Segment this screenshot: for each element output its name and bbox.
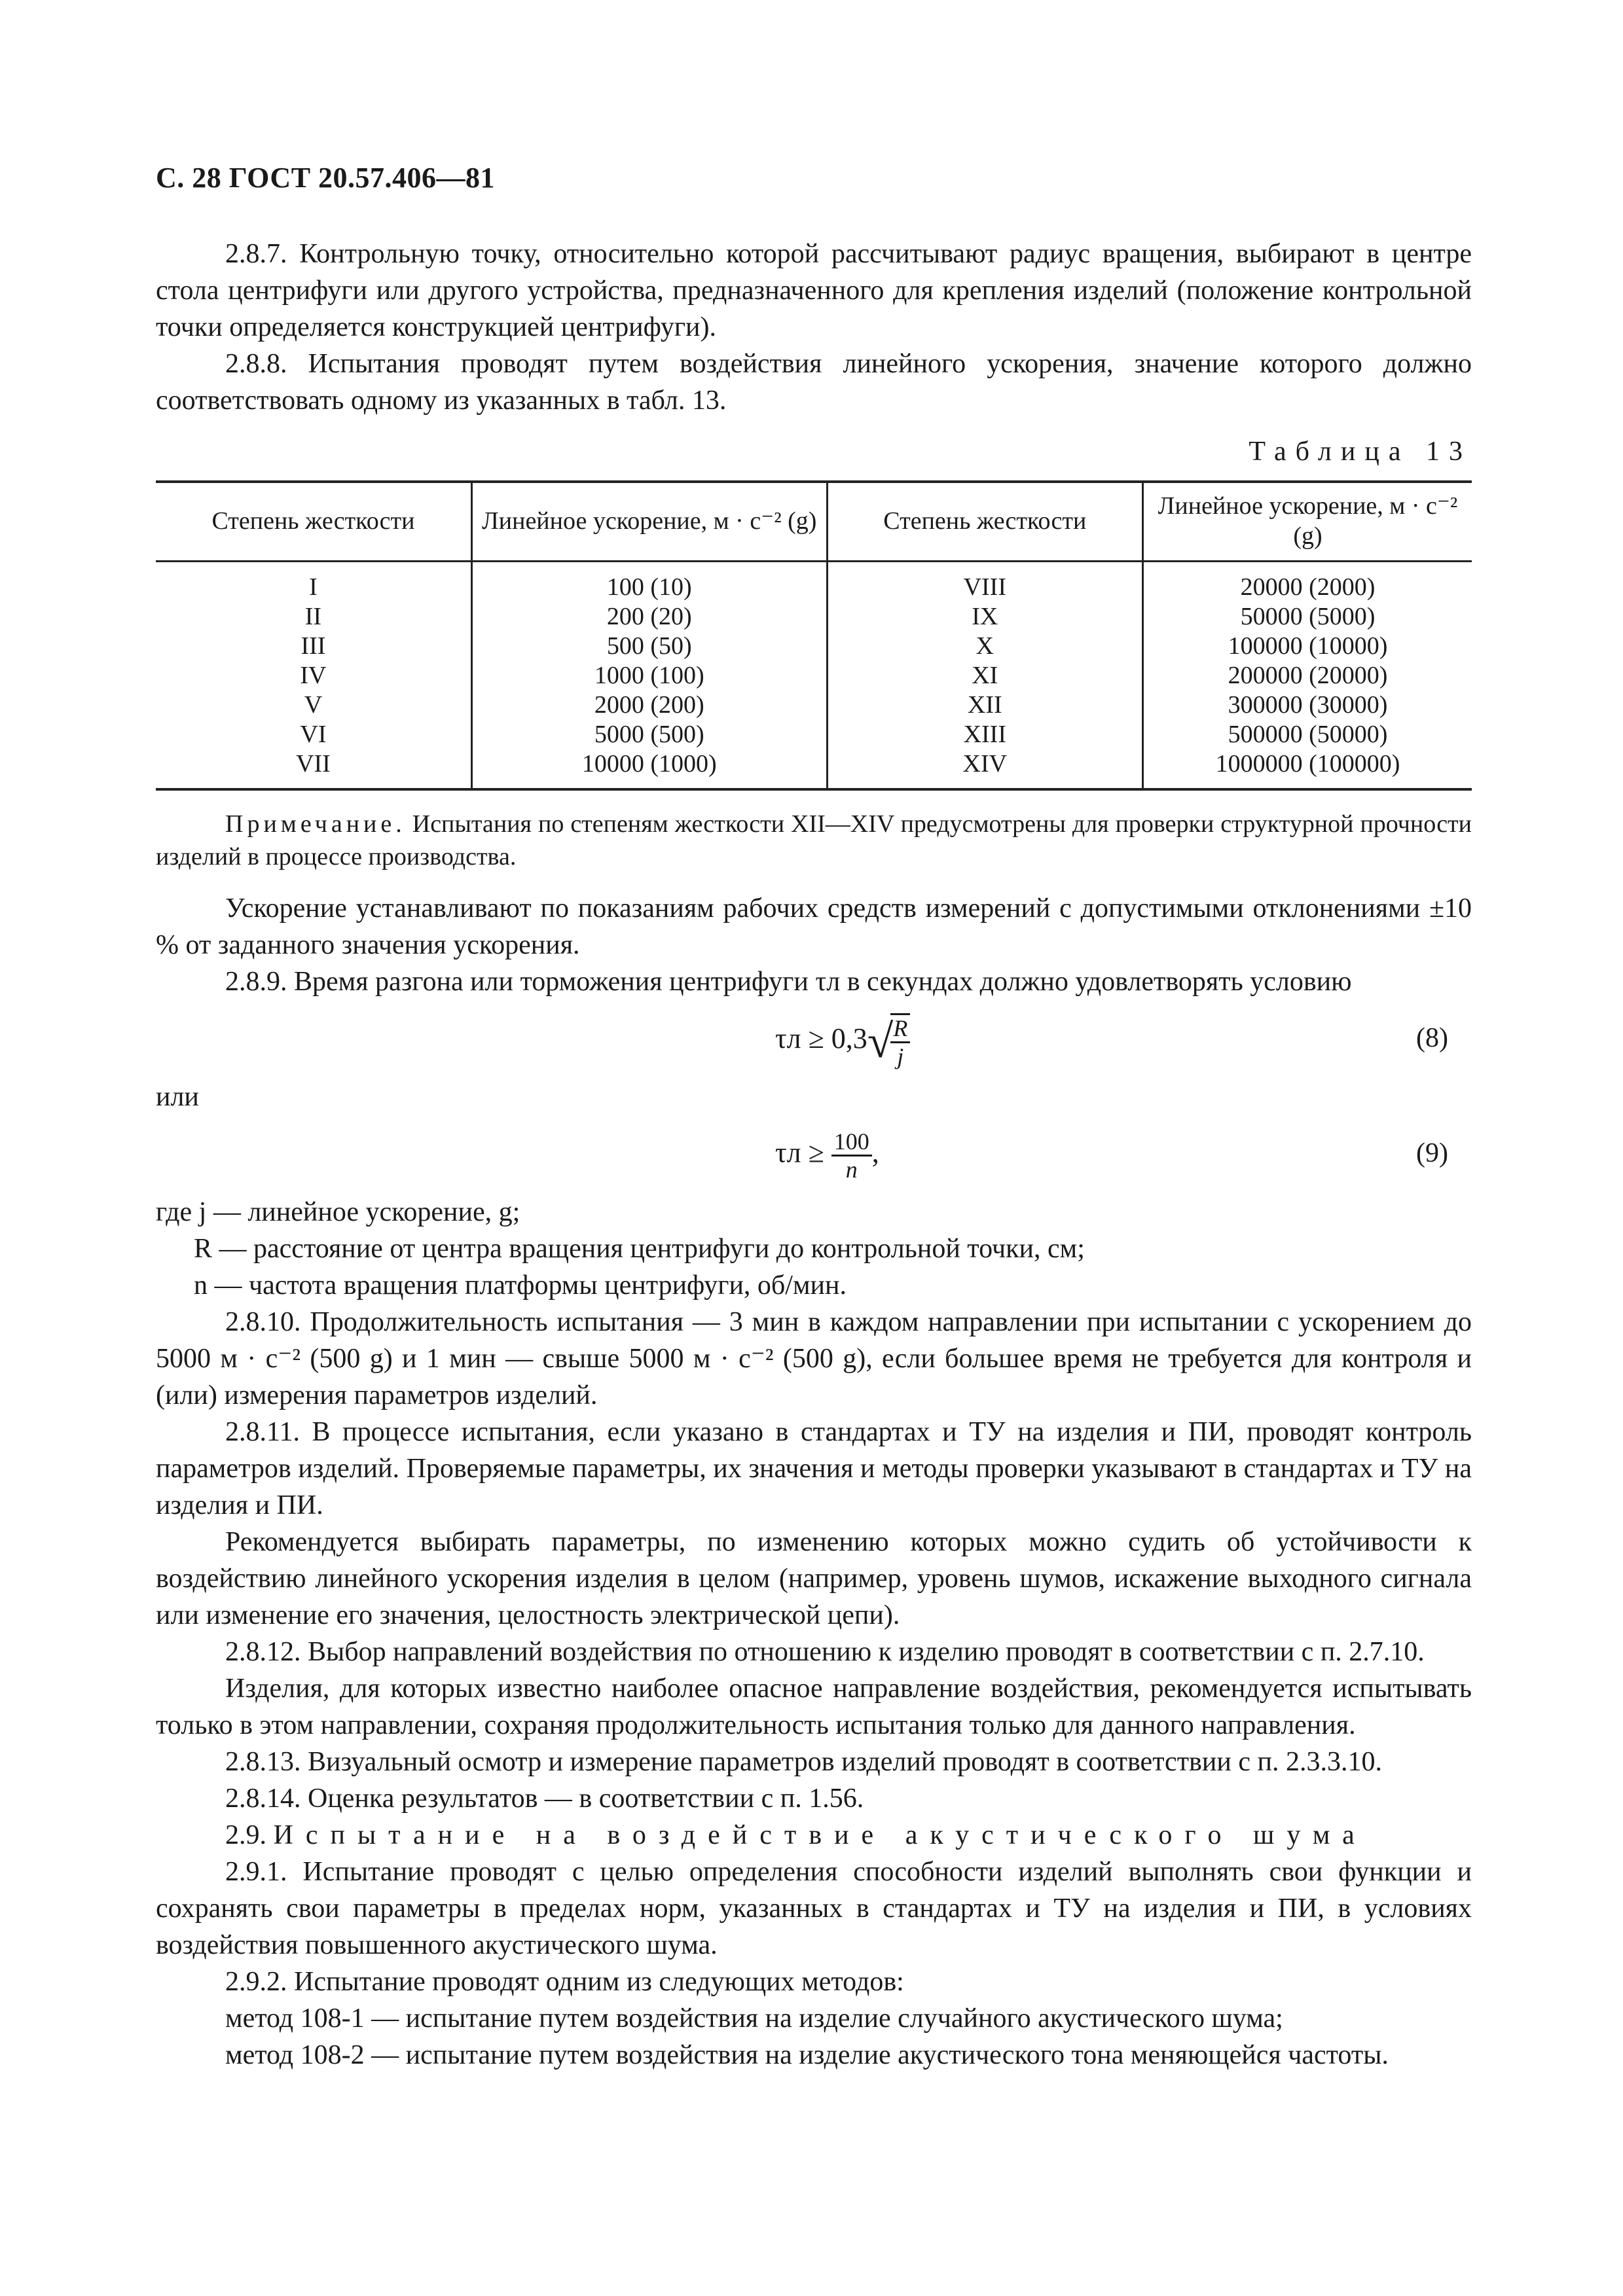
- section-title: Испытание на воздействие акустического шума: [273, 1820, 1367, 1850]
- table-row: [156, 720, 1472, 749]
- formula-8-numerator: R: [890, 1015, 910, 1043]
- page-content: [156, 236, 1472, 2073]
- formula-8-number: (8): [1416, 1023, 1448, 1053]
- paragraph-2-8-11: 2.8.11. В процессе испытания, если указано в стандартах и ТУ на изделия и ПИ, проводят контроль параметров изделий. Проверяемые параметры, их значения и методы проверки указывают в стандартах и ТУ на изделия и ПИ.: [156, 1417, 1472, 1520]
- paragraph-2-9-2: 2.9.2. Испытание проводят одним из следующих методов:: [225, 1967, 904, 1997]
- table-row: [156, 632, 1472, 661]
- formula-9-lhs: τл ≥: [775, 1136, 824, 1169]
- formula-9-numerator: 100: [831, 1128, 872, 1157]
- formula-8-denominator: j: [897, 1043, 904, 1069]
- formula-9-expression: [775, 1128, 879, 1183]
- table-cell: 300000 (30000): [1142, 691, 1472, 720]
- table-cell: 5000 (500): [471, 720, 827, 749]
- paragraph-acceleration: Ускорение устанавливают по показаниям рабочих средств измерений с допустимыми отклонениями ±10 % от заданного значения ускорения.: [156, 893, 1472, 960]
- paragraph-2-8-10: 2.8.10. Продолжительность испытания — 3 мин в каждом направлении при испытании с ускорением до 5000 м · с⁻² (500 g) и 1 мин — свыше 5000 м · с⁻² (500 g), если большее время не требуется для контроля и (или) измерения параметров изделий.: [156, 1307, 1472, 1410]
- table-cell: II: [304, 603, 322, 630]
- table-13: [156, 480, 1472, 791]
- paragraph-2-8-13: 2.8.13. Визуальный осмотр и измерение параметров изделий проводят в соответствии с п. 2.3.3.10.: [225, 1747, 1382, 1777]
- method-108-2: метод 108-2 — испытание путем воздействия на изделие акустического тона меняющейся частоты.: [225, 2040, 1389, 2070]
- table-cell: IX: [827, 602, 1142, 632]
- table-cell: 100000 (10000): [1142, 632, 1472, 661]
- paragraph-2-8-7: 2.8.7. Контрольную точку, относительно которой рассчитывают радиус вращения, выбирают в центре стола центрифуги или другого устройства, предназначенного для крепления изделий (положение контрольной точки определяется конструкцией центрифуги).: [156, 239, 1472, 342]
- section-number: 2.9.: [225, 1820, 266, 1850]
- table-row: [156, 602, 1472, 632]
- where-item: n — частота вращения платформы центрифуги, об/мин.: [194, 1270, 847, 1300]
- formula-8: [156, 1000, 1472, 1079]
- formula-9-denominator: n: [845, 1157, 858, 1183]
- table-row: [156, 661, 1472, 691]
- page-header: С. 28 ГОСТ 20.57.406—81: [156, 162, 496, 194]
- note-label: Примечание.: [225, 810, 406, 838]
- paragraph-2-8-14: 2.8.14. Оценка результатов — в соответствии с п. 1.56.: [225, 1784, 864, 1814]
- table-cell: 50000 (5000): [1142, 602, 1472, 632]
- table-row: [156, 562, 1472, 603]
- sqrt-sign: √ $\frac{R}{j}$: [867, 1013, 911, 1069]
- table-header-row: [156, 482, 1472, 562]
- table-note: [156, 808, 1472, 873]
- table-cell: I: [309, 573, 318, 601]
- table-header-cell: Линейное ускорение, м · с⁻² (g): [471, 482, 827, 562]
- table-cell: 500000 (50000): [1142, 720, 1472, 749]
- table-caption: Таблица 13: [1249, 437, 1472, 467]
- table-cell: XIII: [827, 720, 1142, 749]
- table-cell: X: [827, 632, 1142, 661]
- table-cell: V: [304, 691, 323, 719]
- formula-8-expression: [775, 1013, 910, 1069]
- formula-9: [156, 1115, 1472, 1194]
- table-cell: VI: [300, 721, 327, 748]
- table-header-cell: Линейное ускорение, м · с⁻² (g): [1142, 482, 1472, 562]
- table-header-cell: Степень жесткости: [156, 482, 471, 562]
- table-cell: VII: [296, 750, 331, 778]
- paragraph-2-8-8: 2.8.8. Испытания проводят путем воздействия линейного ускорения, значение которого должно соответствовать одному из указанных в табл. 13.: [156, 349, 1472, 416]
- or-text: или: [156, 1082, 199, 1112]
- table-cell: 2000 (200): [471, 691, 827, 720]
- table-row: [156, 749, 1472, 789]
- table-cell: 100 (10): [471, 562, 827, 603]
- table-cell: XI: [827, 661, 1142, 691]
- formula-9-tail: ,: [871, 1136, 879, 1169]
- table-cell: 20000 (2000): [1142, 562, 1472, 603]
- method-108-1: метод 108-1 — испытание путем воздействия на изделие случайного акустического шума;: [225, 2003, 1283, 2034]
- table-cell: XIV: [827, 749, 1142, 789]
- paragraph-2-8-9: 2.8.9. Время разгона или торможения центрифуги τл в секундах должно удовлетворять условию: [225, 967, 1352, 997]
- table-cell: 200 (20): [471, 602, 827, 632]
- table-cell: VIII: [827, 562, 1142, 603]
- paragraph-recommend: Рекомендуется выбирать параметры, по изменению которых можно судить об устойчивости к воздействию линейного ускорения изделия в целом (например, уровень шумов, искажение выходного сигнала или изменение его значения, целостность электрической цепи).: [156, 1527, 1472, 1630]
- table-cell: XII: [827, 691, 1142, 720]
- table-cell: IV: [300, 662, 327, 689]
- table-cell: 500 (50): [471, 632, 827, 661]
- paragraph-2-9-1: 2.9.1. Испытание проводят с целью определения способности изделий выполнять свои функции и сохранять свои параметры в пределах норм, указанных в стандартах и ТУ на изделия и ПИ, в условиях воздействия повышенного акустического шума.: [156, 1857, 1472, 1960]
- section-2-9-heading: [156, 1817, 1472, 1854]
- paragraph-direction: Изделия, для которых известно наиболее опасное направление воздействия, рекомендуется испытывать только в этом направлении, сохраняя продолжительность испытания только для данного направления.: [156, 1674, 1472, 1740]
- table-cell: 1000 (100): [471, 661, 827, 691]
- note-text: Испытания по степеням жесткости XII—XIV предусмотрены для проверки структурной прочности изделий в процессе производства.: [156, 810, 1472, 870]
- formula-8-lhs: τл ≥ 0,3: [775, 1022, 867, 1055]
- paragraph-2-8-12: 2.8.12. Выбор направлений воздействия по отношению к изделию проводят в соответствии с п. 2.7.10.: [225, 1637, 1425, 1667]
- table-cell: 10000 (1000): [471, 749, 827, 789]
- table-cell: III: [301, 632, 326, 660]
- where-item: где j — линейное ускорение, g;: [156, 1197, 520, 1227]
- table-row: [156, 691, 1472, 720]
- table-cell: 200000 (20000): [1142, 661, 1472, 691]
- where-item: R — расстояние от центра вращения центрифуги до контрольной точки, см;: [194, 1234, 1085, 1264]
- table-header-cell: Степень жесткости: [827, 482, 1142, 562]
- table-cell: 1000000 (100000): [1142, 749, 1472, 789]
- formula-9-number: (9): [1416, 1138, 1448, 1168]
